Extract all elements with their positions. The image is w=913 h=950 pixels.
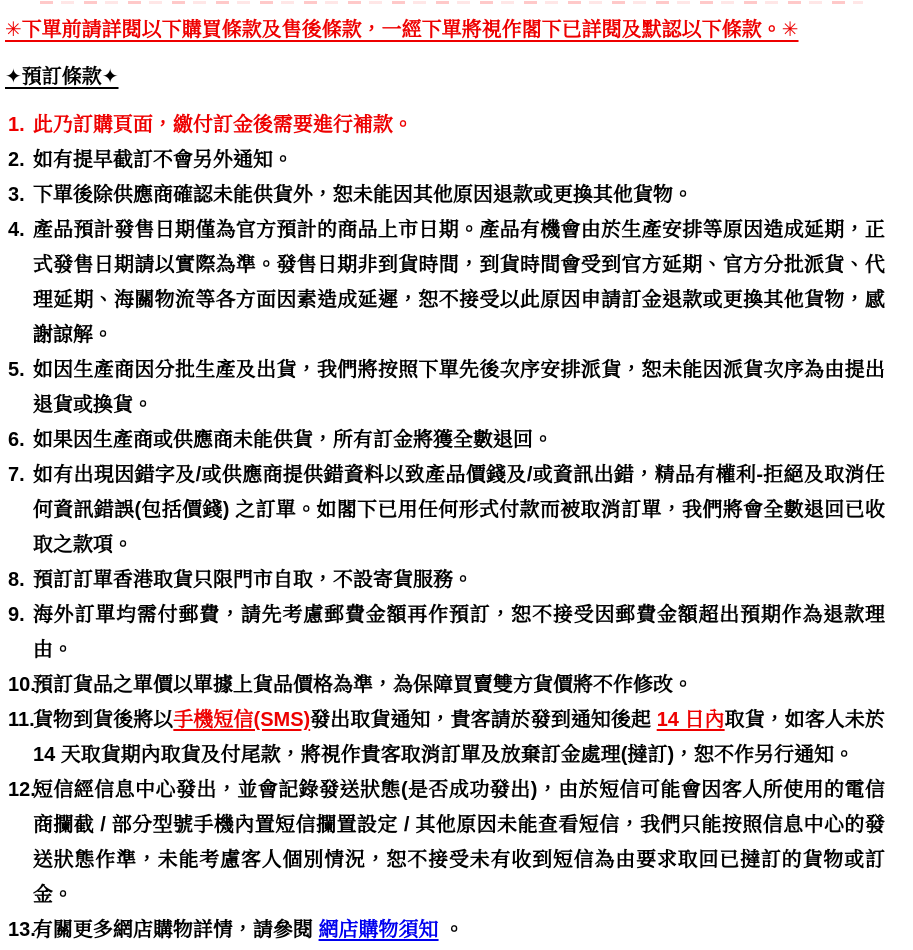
term-text-segment: 手機短信(SMS)	[173, 709, 311, 731]
term-number: 10.	[8, 674, 36, 696]
term-text	[33, 604, 885, 661]
term-item	[5, 423, 885, 458]
term-number: 11.	[8, 709, 35, 731]
term-text-segment: 。	[438, 919, 465, 941]
term-item	[5, 213, 885, 353]
term-text	[33, 184, 693, 206]
term-item	[5, 108, 885, 143]
term-number: 3.	[8, 184, 25, 206]
term-text-segment: 貨物到貨後將以	[33, 709, 174, 731]
term-number: 8.	[8, 569, 25, 591]
term-text	[33, 779, 885, 906]
term-text-segment: 如果因生產商或供應商未能供貨，所有訂金將獲全數退回。	[33, 429, 553, 451]
term-text	[33, 569, 473, 591]
term-item	[5, 563, 885, 598]
term-text-segment: 如有出現因錯字及/或供應商提供錯資料以致產品價錢及/或資訊出錯，精品有權利-拒絕及取消任何資訊錯誤(包括價錢) 之訂單。如閣下已用任何形式付款而被取消訂單，我們將會全數退回已收取之款項。	[33, 464, 885, 556]
term-number: 13.	[8, 919, 36, 941]
term-item	[5, 178, 885, 213]
term-text	[33, 219, 885, 346]
term-text	[33, 114, 413, 136]
term-item	[5, 458, 885, 563]
term-item	[5, 598, 885, 668]
term-text	[33, 464, 885, 556]
term-item	[5, 668, 885, 703]
terms-list	[5, 108, 885, 948]
cropped-text-remnant	[40, 1, 863, 4]
term-text-segment: 下單後除供應商確認未能供貨外，恕未能因其他原因退款或更換其他貨物。	[33, 184, 693, 206]
term-number: 12.	[8, 779, 36, 801]
term-text-segment: 產品預計發售日期僅為官方預計的商品上市日期。產品有機會由於生產安排等原因造成延期，正式發售日期請以實際為準。發售日期非到貨時間，到貨時間會受到官方延期、官方分批派貨、代理延期、海關物流等各方面因素造成延遲，恕不接受以此原因申請訂金退款或更換其他貨物，感謝諒解。	[33, 219, 885, 346]
term-text-segment: 有關更多網店購物詳情，請參閱	[33, 919, 319, 941]
term-text-segment: 14 日內	[656, 709, 725, 731]
term-text-segment: 取貨，如客人未於 14 天取貨期內取貨及付尾款，將視作貴客取消訂單及放棄訂金處理(撻訂)，恕不作另行通知。	[33, 709, 885, 766]
pre-order-notice: ✳下單前請詳閱以下購買條款及售後條款，一經下單將視作閣下已詳閱及默認以下條款。✳	[5, 19, 799, 41]
term-number: 2.	[8, 149, 25, 171]
term-text-segment: 預訂訂單香港取貨只限門市自取，不設寄貨服務。	[33, 569, 473, 591]
term-text	[33, 359, 885, 416]
term-number: 1.	[8, 114, 25, 136]
term-text-segment: 如因生產商因分批生產及出貨，我們將按照下單先後次序安排派貨，恕未能因派貨次序為由提出退貨或換貨。	[33, 359, 885, 416]
term-item	[5, 703, 885, 773]
term-text	[33, 429, 553, 451]
term-text-segment: 海外訂單均需付郵費，請先考慮郵費金額再作預訂，恕不接受因郵費金額超出預期作為退款理由。	[33, 604, 885, 661]
term-number: 7.	[8, 464, 25, 486]
term-number: 5.	[8, 359, 25, 381]
term-number: 6.	[8, 429, 25, 451]
term-text-segment: 如有提早截訂不會另外通知。	[33, 149, 293, 171]
shop-notice-link[interactable]: 網店購物須知	[318, 919, 439, 941]
term-number: 4.	[8, 219, 25, 241]
term-text	[33, 149, 293, 171]
term-text-segment: 短信經信息中心發出，並會記錄發送狀態(是否成功發出)，由於短信可能會因客人所使用的電信商攔截 / 部分型號手機內置短信攔置設定 / 其他原因未能查看短信，我們只能按照信息中心的發送狀態作準，未能考慮客人個別情況，恕不接受未有收到短信為由要求取回已撻訂的貨物或訂金。	[33, 779, 885, 906]
term-text-segment: 預訂貨品之單價以單據上貨品價格為準，為保障買賣雙方貨價將不作修改。	[33, 674, 693, 696]
section-title: ✦預訂條款✦	[5, 66, 119, 88]
term-text	[33, 674, 693, 696]
term-item	[5, 143, 885, 178]
term-number: 9.	[8, 604, 25, 626]
term-text	[33, 919, 464, 941]
term-item	[5, 773, 885, 913]
term-item	[5, 353, 885, 423]
term-text-segment: 此乃訂購頁面，繳付訂金後需要進行補款。	[33, 114, 413, 136]
term-text-segment: 發出取貨通知，貴客請於發到通知後起	[310, 709, 657, 731]
term-text	[33, 709, 885, 766]
term-item	[5, 913, 885, 948]
